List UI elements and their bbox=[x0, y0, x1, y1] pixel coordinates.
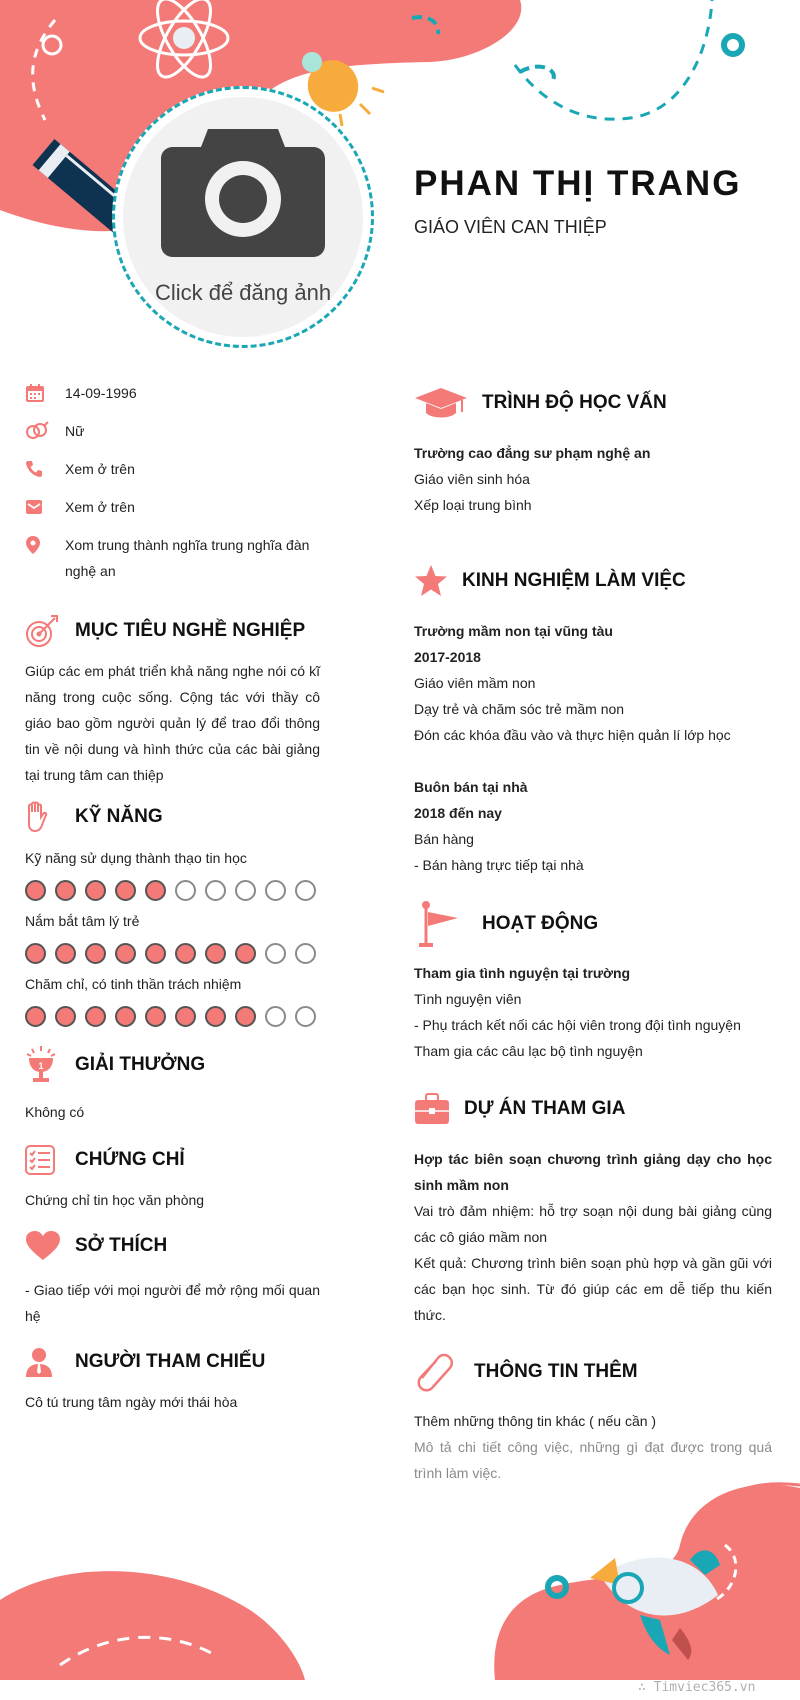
rating-dot-filled bbox=[235, 943, 256, 964]
references-text: Cô tú trung tâm ngày mới thái hòa bbox=[25, 1394, 238, 1410]
activities-section bbox=[414, 898, 772, 1064]
project-name: Hợp tác biên soạn chương trình giảng dạy cho học sinh mầm non bbox=[414, 1151, 772, 1193]
activity-org: Tham gia tình nguyện tại trường bbox=[414, 965, 631, 981]
job-desc: - Bán hàng trực tiếp tại nhà bbox=[414, 857, 584, 873]
hobbies-section bbox=[25, 1223, 320, 1329]
candidate-name: PHAN THỊ TRANG bbox=[414, 164, 742, 203]
objective-header bbox=[25, 608, 320, 654]
rating-dot-filled bbox=[205, 1006, 226, 1027]
job-title: GIÁO VIÊN CAN THIỆP bbox=[414, 217, 607, 237]
objective-section bbox=[25, 608, 320, 788]
skills-title: KỸ NĂNG bbox=[75, 806, 163, 827]
rating-dot-filled bbox=[55, 880, 76, 901]
rating-dot-filled bbox=[25, 1006, 46, 1027]
rating-dot-filled bbox=[55, 943, 76, 964]
rating-dot-filled bbox=[205, 943, 226, 964]
upload-photo-label[interactable]: Click để đăng ảnh bbox=[154, 280, 332, 305]
rating-dot-filled bbox=[25, 943, 46, 964]
photo-placeholder[interactable] bbox=[123, 97, 363, 337]
skills-list bbox=[25, 848, 320, 1027]
more-info-line2: Mô tả chi tiết công việc, những gì đạt được trong quá trình làm việc. bbox=[414, 1439, 772, 1481]
activities-title: HOẠT ĐỘNG bbox=[482, 913, 599, 934]
email-icon bbox=[25, 494, 65, 520]
briefcase-icon bbox=[414, 1093, 464, 1125]
project-role: Vai trò đảm nhiệm: hỗ trợ soạn nội dung bài giảng cùng các cô giáo mầm non bbox=[414, 1203, 772, 1245]
certificates-title: CHỨNG CHỈ bbox=[75, 1149, 185, 1170]
awards-section bbox=[25, 1037, 320, 1125]
rating-dot-filled bbox=[235, 1006, 256, 1027]
experience-job bbox=[414, 618, 772, 748]
hobbies-text: - Giao tiếp với mọi người để mở rộng mối quan hệ bbox=[25, 1282, 320, 1324]
rating-dot-filled bbox=[85, 1006, 106, 1027]
skill-rating bbox=[25, 880, 320, 901]
activity-role: Tình nguyện viên bbox=[414, 991, 522, 1007]
projects-title: DỰ ÁN THAM GIA bbox=[464, 1098, 626, 1119]
rating-dot-empty bbox=[235, 880, 256, 901]
trophy-icon bbox=[25, 1045, 75, 1085]
education-section bbox=[414, 380, 772, 518]
experience-job bbox=[414, 774, 772, 878]
rating-dot-empty bbox=[295, 943, 316, 964]
rating-dot-filled bbox=[115, 880, 136, 901]
rating-dot-empty bbox=[265, 943, 286, 964]
rating-dot-empty bbox=[175, 880, 196, 901]
rating-dot-filled bbox=[85, 943, 106, 964]
rating-dot-filled bbox=[55, 1006, 76, 1027]
location-icon bbox=[25, 532, 65, 558]
certificates-text: Chứng chỉ tin học văn phòng bbox=[25, 1192, 205, 1208]
job-period: 2017-2018 bbox=[414, 649, 481, 665]
skills-section bbox=[25, 794, 320, 1027]
rating-dot-filled bbox=[175, 1006, 196, 1027]
education-school: Trường cao đẳng sư phạm nghệ an bbox=[414, 445, 651, 461]
info-row-birthday bbox=[25, 380, 320, 406]
phone-icon bbox=[25, 456, 65, 482]
email-value: Xem ở trên bbox=[65, 499, 135, 515]
education-header bbox=[414, 380, 772, 426]
skills-header bbox=[25, 794, 320, 840]
calendar-icon bbox=[25, 380, 65, 406]
objective-text: Giúp các em phát triển khả năng nghe nói có kĩ năng trong cuộc sống. Cộng tác với thầy cô giáo bao gồm người quản lý để trao đổi thông tin về nội dung và hình thức của các bài giảng tại trung tâm can thiệp bbox=[25, 663, 320, 783]
gender-value: Nữ bbox=[65, 423, 85, 439]
rating-dot-filled bbox=[175, 943, 196, 964]
hand-icon bbox=[25, 801, 75, 833]
experience-header bbox=[414, 558, 772, 604]
awards-header bbox=[25, 1037, 320, 1093]
rating-dot-filled bbox=[145, 943, 166, 964]
rating-dot-empty bbox=[205, 880, 226, 901]
hobbies-title: SỞ THÍCH bbox=[75, 1235, 168, 1256]
skill-rating bbox=[25, 943, 320, 964]
rating-dot-filled bbox=[85, 880, 106, 901]
more-info-header bbox=[414, 1346, 772, 1398]
activity-desc: - Phụ trách kết nối các hội viên trong đội tình nguyện bbox=[414, 1017, 741, 1033]
rating-dot-empty bbox=[295, 1006, 316, 1027]
rating-dot-filled bbox=[145, 1006, 166, 1027]
rating-dot-empty bbox=[265, 880, 286, 901]
more-info-section bbox=[414, 1346, 772, 1486]
person-icon bbox=[25, 1347, 75, 1377]
skill-name: Nắm bắt tâm lý trẻ bbox=[25, 913, 140, 929]
certificates-header bbox=[25, 1137, 320, 1183]
paperclip-icon bbox=[414, 1352, 474, 1392]
activities-header bbox=[414, 898, 772, 950]
left-column bbox=[25, 380, 320, 1415]
activity-desc: Tham gia các câu lạc bộ tình nguyện bbox=[414, 1043, 643, 1059]
personal-info bbox=[25, 380, 320, 584]
rating-dot-empty bbox=[265, 1006, 286, 1027]
job-company: Trường mầm non tại vũng tàu bbox=[414, 623, 613, 639]
project-result: Kết quả: Chương trình biên soạn phù hợp và gần gũi với các bạn học sinh. Từ đó giúp các em dễ tiếp thu kiến thức. bbox=[414, 1255, 772, 1323]
certificates-section bbox=[25, 1137, 320, 1213]
projects-section bbox=[414, 1086, 772, 1328]
address-value: Xom trung thành nghĩa trung nghĩa đàn nghệ an bbox=[65, 537, 310, 579]
birthday-value: 14-09-1996 bbox=[65, 385, 137, 401]
job-desc: Đón các khóa đầu vào và thực hiện quản lí lớp học bbox=[414, 727, 731, 743]
experience-title: KINH NGHIỆM LÀM VIỆC bbox=[462, 570, 686, 591]
skill-name: Chăm chỉ, có tinh thần trách nhiệm bbox=[25, 976, 242, 992]
job-position: Bán hàng bbox=[414, 831, 474, 847]
info-row-gender bbox=[25, 418, 320, 444]
references-title: NGƯỜI THAM CHIẾU bbox=[75, 1351, 266, 1372]
watermark: ∴ Timviec365.vn bbox=[638, 1680, 756, 1695]
skill-name: Kỹ năng sử dụng thành thạo tin học bbox=[25, 850, 247, 866]
star-icon bbox=[414, 564, 462, 598]
rating-dot-filled bbox=[145, 880, 166, 901]
projects-header bbox=[414, 1086, 772, 1132]
more-info-title: THÔNG TIN THÊM bbox=[474, 1361, 638, 1382]
rating-dot-filled bbox=[25, 880, 46, 901]
rating-dot-filled bbox=[115, 943, 136, 964]
phone-value: Xem ở trên bbox=[65, 461, 135, 477]
rating-dot-empty bbox=[295, 880, 316, 901]
heart-icon bbox=[25, 1230, 75, 1262]
job-period: 2018 đến nay bbox=[414, 805, 502, 821]
job-desc: Dạy trẻ và chăm sóc trẻ mầm non bbox=[414, 701, 625, 717]
skill-rating bbox=[25, 1006, 320, 1027]
info-row-phone bbox=[25, 456, 320, 482]
hobbies-header bbox=[25, 1223, 320, 1269]
svg-text:1: 1 bbox=[38, 1061, 44, 1071]
flag-icon bbox=[414, 900, 482, 948]
rating-dot-filled bbox=[115, 1006, 136, 1027]
more-info-line1: Thêm những thông tin khác ( nếu cần ) bbox=[414, 1413, 657, 1429]
objective-title: MỤC TIÊU NGHỀ NGHIỆP bbox=[75, 620, 306, 641]
education-rank: Xếp loại trung bình bbox=[414, 497, 532, 513]
right-column bbox=[414, 380, 772, 1486]
education-major: Giáo viên sinh hóa bbox=[414, 471, 530, 487]
gender-icon bbox=[25, 418, 65, 444]
info-row-address bbox=[25, 532, 320, 584]
awards-title: GIẢI THƯỞNG bbox=[75, 1054, 206, 1075]
job-company: Buôn bán tại nhà bbox=[414, 779, 528, 795]
awards-text: Không có bbox=[25, 1104, 85, 1120]
photo-upload[interactable] bbox=[112, 86, 374, 348]
experience-section bbox=[414, 558, 772, 878]
references-header bbox=[25, 1339, 320, 1385]
graduation-cap-icon bbox=[414, 386, 482, 420]
references-section bbox=[25, 1339, 320, 1415]
target-icon bbox=[25, 614, 75, 648]
checklist-icon bbox=[25, 1145, 75, 1175]
education-title: TRÌNH ĐỘ HỌC VẤN bbox=[482, 392, 667, 413]
info-row-email bbox=[25, 494, 320, 520]
job-position: Giáo viên mầm non bbox=[414, 675, 536, 691]
